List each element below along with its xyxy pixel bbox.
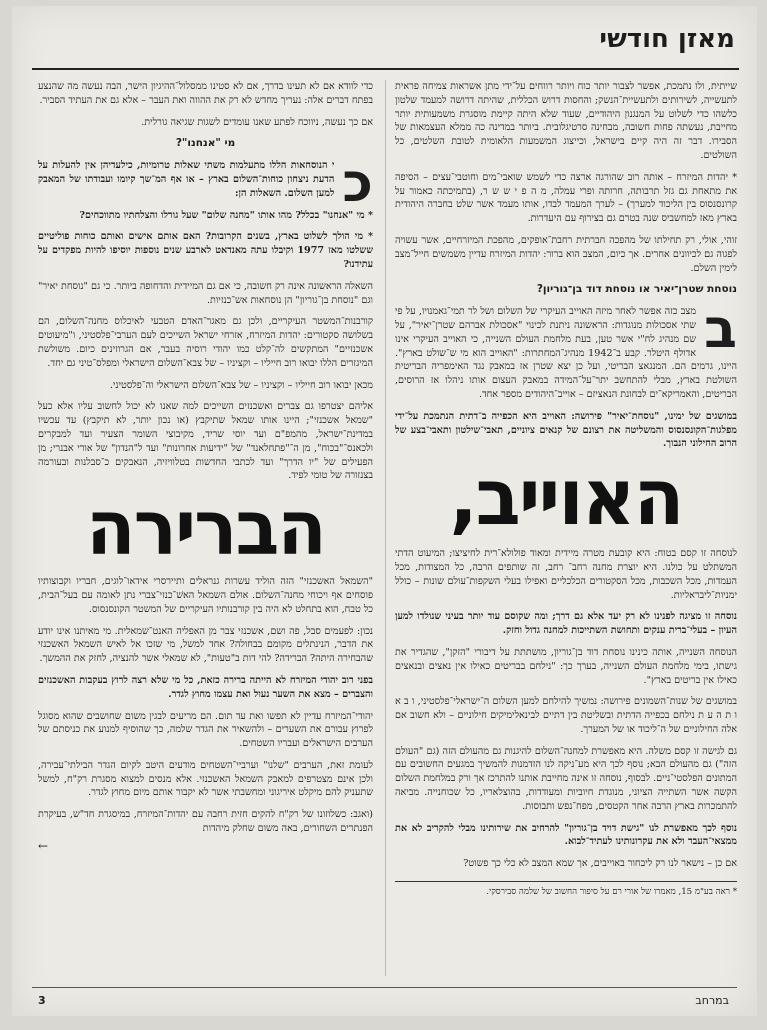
paragraph: י הנוסחאות הללו מתעלמות משתי שאלות טרומיות, כילעדיהן אין להעלות על הדעת ניצחון כוחות־השלום בארץ – או אף המ־שך קיומו ועבודתו של המאבק למען השלום. השאלות הן: xyxy=(38,160,335,199)
footnote-rule xyxy=(395,881,737,882)
drop-cap: כ xyxy=(342,151,373,215)
paragraph: זוהי, אולי, רק תחילתו של מהפכה חברתית רחבת־אופקים, מהפכת המיזרחיים, אשר עשויה לפגוה גם לכיוונים אחרים. אך כיום, המצב הוא ברור: יהדות המיזרח עדיין משמשים חייל־מצב לימין השלם. xyxy=(395,234,737,274)
paragraph: יהודי־המיזרח עדיין לא תפשו ואת עד תום. הם מריעים לבגין משום שחושבים שהוא מסוגל לפרוץ עבורם את השערים – ולהשאיר את הגדר שלמה, כך שהוסיף למנוע את כניסתם של הערבים הישראלים ועבריו השטחים. xyxy=(38,710,373,750)
left-column xyxy=(38,80,373,854)
paragraph: במושגים של ימינו, "נוסחת־יאיר" פירושה: האוייב היא הכפייה ב־דתית הנתמכת על־ידי מפלגות־הקונסנסוס והמשליטה את רצונם של קנאים ציוניים, תאבי־שילטון ותאבי־בצע של הרוב החילוני הנבוך. xyxy=(395,410,737,450)
paragraph: גם לגישה זו קסם משלה. היא מאפשרת למחנה־השלום להיגנות גם מהעולם הזה (גם "העולם הזה") גם מהעולם הבא; נוסף לכך היא מע־ניקה לנו הזדמנות להמשיך במגעים החשובים עם המתונים הפלסטי־ניים. לבסוף, נוסחה זו אינה מחייבת אותנו להתרכז אך ורק במלחמת השלום הקשה אשר השתייה הציוני, מנוגדת חיוביות ומעודדות, בהוצלאריו, כל שכוחנייה. מביאה להתמכרות בארץ הרבה אחר הקטסים, מפח־נפש ותבוסות. xyxy=(395,745,738,812)
paragraph: "השמאל האשכנזי" הזה הוליד עשרות גנראלים ותיירסרי אידאו־לוגים, חבריו וקבוצותיו פוסחים אף ויכוחי מחנה־השלום. אולם השמאל האשׁ־כנזי־צברי נתן לאומה עם בעל־הבית, כל טבח, הוא בתחלט לא היה בין קורבנותיו העיקריים של המשטר הקונסנסוס. xyxy=(38,576,373,615)
page-header xyxy=(32,24,739,70)
paragraph: השאלה הראשונה אינה רק חשובה, כי אם גם המיידית והדחופה ביותר. כי גם "נוסחת יאיר" וגם "נוסחת בן־גוריון" הן נוסחאות אש־כנזיות. xyxy=(38,280,373,306)
paragraph: מכאן יבואו רוב חייליו – וקציניו – של צבא־השלום הישראלי וה־פלסטיני. xyxy=(109,379,373,391)
magazine-name: במרחב xyxy=(695,994,729,1007)
continue-arrow-icon: ← xyxy=(38,838,49,853)
paragraph: נוסף לכך מאפשרת לנו "גישת דויד בן־גוריון" להרחיב את שירותינו מבלי להקריב לא את ממצאי־העבר ולא את עקרונותינו לעתיד־לבוא. xyxy=(395,822,737,848)
paragraph: * יהדות המיזרח – אותה רוב שהורגה ארצה כדי לשמש שואבי־מים וחוטבי־עצים – הסיפה את מתאחת גם גזל תרבותה, חרותה ופרי עמלה, מ ה פ י ש ש ר, (בתמיכתה כאמור על קרונסנסוס בין הליכוד למערך) – לערך המעמד לבדו, אותו מעמד אשר שלט בחברה היהודית בארץ מאז למחשביס שנה בטרם גם בצירוף עם היעדרות. xyxy=(395,171,737,225)
page-number: 3 xyxy=(38,994,46,1007)
paragraph: מצב כזה אפשר לאחר מיזה האוייב העיקרי של השלום ושל לר תמי־גאמנויו, על פי שתי אסכולות מנוגדות: הראשונה ניתנת לכינוי "אסכולת אברהם שטרן־יאיר", על שם מנהיג לח"י אשר טען, בעת מלחמת העולם השנייה, כי האוייב העיקרי אינו אדולף היטלר. קבע ב־1942 מנהיג־המחתרות: "האוייב הוא מי ש־שולט בארץ". היינו, גרמים הם. המנגאצ הבריטי, ועל כן יצא שטרן אז במאבק נגד האימפריה הבריטית השולטת בארץ, מבלי להתחשב יתר־על־המידה במאבק העצום אותו ניהלו אז הרוסים, הבריטים, והאמריקא־ים לבחונת הנאציזם – אוייב־היהודים מספר אחד. xyxy=(395,306,737,400)
paragraph: נוסחה זו מציגה לפנינו לא רק יעד אלא גם דרך; ומה שקוסם עוד יותר בעיני שנולדו למען העיון – בעלי־ברית ענקים ותחושת השתייכות למחנה גדול וחזק. xyxy=(395,611,737,637)
paragraph: במושגים של שנות־השמונים פירושה: נמשיך להילחם למען השלום ה־ישראלי־פלסטיני, ו ב א ו ת ה ע ת נילחם בכפייה הדתית ובשליטת בין דתיים לבינאלימיקים חילוניים – ולא חשוב אם אלה החילוניים של ה־ליכוד או של המערך. xyxy=(395,696,737,735)
right-column xyxy=(395,80,737,898)
magazine-page xyxy=(12,6,757,1016)
paragraph: שייתית, ולו נתמכת, אפשר לצבור יותר כוח ויותר רווחים על־ידי מתן אשראות צמיחה פראית לתעשייה, לשירותים ולתעשיית־הנשק; והחסות דרוש הכללית, שהיתה דרושה למעמד שלטון כלשהו כדי לשלוט על המנגנון היהודיים, שעוד שלא היתה קיימת מוסגרת משמעותית יותר מחייבת, נעשתה פחות חשובה, מבחינה סרטיגלובית. ביותר במדינה כה ממלא העצמאות של הסבירו. דבר זה היה קיים בישראל, וכייצוג המשמעות הלאומית לטובת השלטים, כל השולטים. xyxy=(395,81,737,161)
paragraph: קורבנות־המשטר העיקריים, ולכן גם מאגר־האדם הטבעי לאיכלוס מחנה־השלום, הם בשלושה סקטורים: יהדות המיזרח, אזרחי ישראל השייכים לעם הערבי־פלסטיני, ו"מיעוטים אשכנזיים" המתקשים לה־קלט כמו יהודי רוסיה בעבר, אם הגרוזינים כיום. משולשת המיגזרים הללו יבואו רוב חייליו – וקציניו – של צבא־השלום הישראלי ומפלס־טיני גם יחד. xyxy=(38,316,373,369)
paragraph: אליהם יצטרפו גם צברים ואשכנזים השייכים למה שאנו לא יכול לחשוב עליו אלא כעל "שמאל אשכנזי"; היינו אותו שמאל שתיקבץ (או נכון יותר, לא תיקבץ) עד עכשיו במדינת־ישראל, מהמפ"ם ועד יוסי שריד, מקיבוצי השומר הצעיר ועד למבקרים ולכאנס־"בכוח", מן ה־"פתחלאנד" של "ידיעות אחרונות" ועד ל"הנדון" של אורי אבנרי; מן הפעילים של "יו הדרך" ועד לכתבי החדשות בטלוויזיה, הנאבקים כ־סבלנות ובעורמה בצנזורה של טומי לפיד. xyxy=(38,401,373,482)
subheading: נוסחת שטרן־יאיר או נוסחת דוד בן־גוריון? xyxy=(536,283,737,296)
subheading: מי "אנחנו"? xyxy=(175,137,236,150)
paragraph: הנוסחה השנייה, אותה כינינו נוסחת דוד בן־גוריון, מושתתת על דיבורי "הזקן", שהגדיר את גישתו, בימי מלחמת העולם השנייה, בערך כך: "נילחם בבריטים כאילו אין נאצים ובנאצים כאילו אין בריטים בארץ". xyxy=(395,646,737,686)
paragraph: כדי לוודא אם לא תעינו בדרך, אם לא סטינו ממסלול־ההיגיון הישר, הבה נעשה מה שהנצע בפתח דברים אלה: נעריך מחדש לא רק את ההווה ואת העבר – אלא גם את העתיד הסביר. xyxy=(38,81,373,106)
footnote: * ראה בע"מ 15, מאמרו של אורי רם על סיפור החשוב של שלמה סבירסקי. xyxy=(486,887,737,898)
paragraph: אם כן – נישאר לנו רק ליבחור באוייבים, אך שמא המצב לא כלי כך פשוט? xyxy=(463,858,737,870)
paragraph: נכון: לפעמים סבל, פה ושם, אשכנזי צבר מן האפליה האנט־שמאלית. מי מאיתנו אינו יודע את הדבר, הנינתלים מקומם בבחולה? אחד למשל, מי שזכו אל לאיש השמאל האשכנזי שהבחירה היתה? הברידה? להי דות ב"טעות", לא שמאלי אשר להנציה, לחזק את ההמשך. xyxy=(38,625,373,665)
headline: הברירה xyxy=(86,484,325,573)
page-footer xyxy=(32,987,737,1012)
headline: האוייב, xyxy=(449,452,683,544)
column-divider xyxy=(385,80,386,976)
paragraph: (ואגב: כשלוזונו של רק"ח להקים חזית רחבה עם יהדות־המיזרח, במיסגרת חד"ש, בעיקרת הפנתרים השחורים, באה משום שחלק מיהדות xyxy=(38,809,373,835)
drop-cap: ב xyxy=(704,297,737,361)
section-title: מאזן חודשי xyxy=(599,24,735,54)
paragraph: * מי הולך לשלוט בארץ, בשנים הקרובות? האם אותם אישים ואותם כוחות פוליטיים ששלטו מאז 1977 וקיבלו עתה מאנדאט לארבע שנים נוספות יוסיפו להיות מפקדים על עתידנו? xyxy=(38,231,373,270)
paragraph: אם כך נעשה, ניווכח לפתע שאנו עומדים לשגות שגיאה גורלית. xyxy=(141,116,373,128)
paragraph: לעומת זאת, הערבים "שלנו" וערביי־השטחים מודעים היטב לקיום הגדר הבילתי־עבירה, ולכן אינם מצטרפים למאבק השמאל האשכנזי. אלא מנסים למצוא מסגרת רק"ח, למשל שתעניק להם מיקלט איריגוני ומחשבתי אשר לא יקבור אותם מיום מחוץ לגדר. xyxy=(38,759,373,799)
paragraph: * מי "אנחנו" בכלל? מהו אותו "מחנה שלום" שעל גורלו והצלחתיו מתווכחים? xyxy=(79,209,373,221)
paragraph: בפני רוב יהודי המיזרח לא הייתה ברירה כזאת, כל מי שלא רצה לרוץ בעקבות האשכנזים והצברים – מצא את השער נעול ואת עצמו מחוץ לגדר. xyxy=(38,674,373,700)
paragraph: לנוסחה זו קסם בטוח: היא קובעת מטרה מיידית ומאוד פולולא־רית לחיציצו; המיעוט הדתי המשתלט על כולנו. היא יוצרת מחנה רחב־ רחב, זה שותפים הרבה, כל המצודות, מכל העמדות, מכל השכבות, מכל הסקטורים הכלכליים ואפילו בעלי השקפות־עולם שונות – כולל ימניות־ליבראליות. xyxy=(395,548,737,601)
